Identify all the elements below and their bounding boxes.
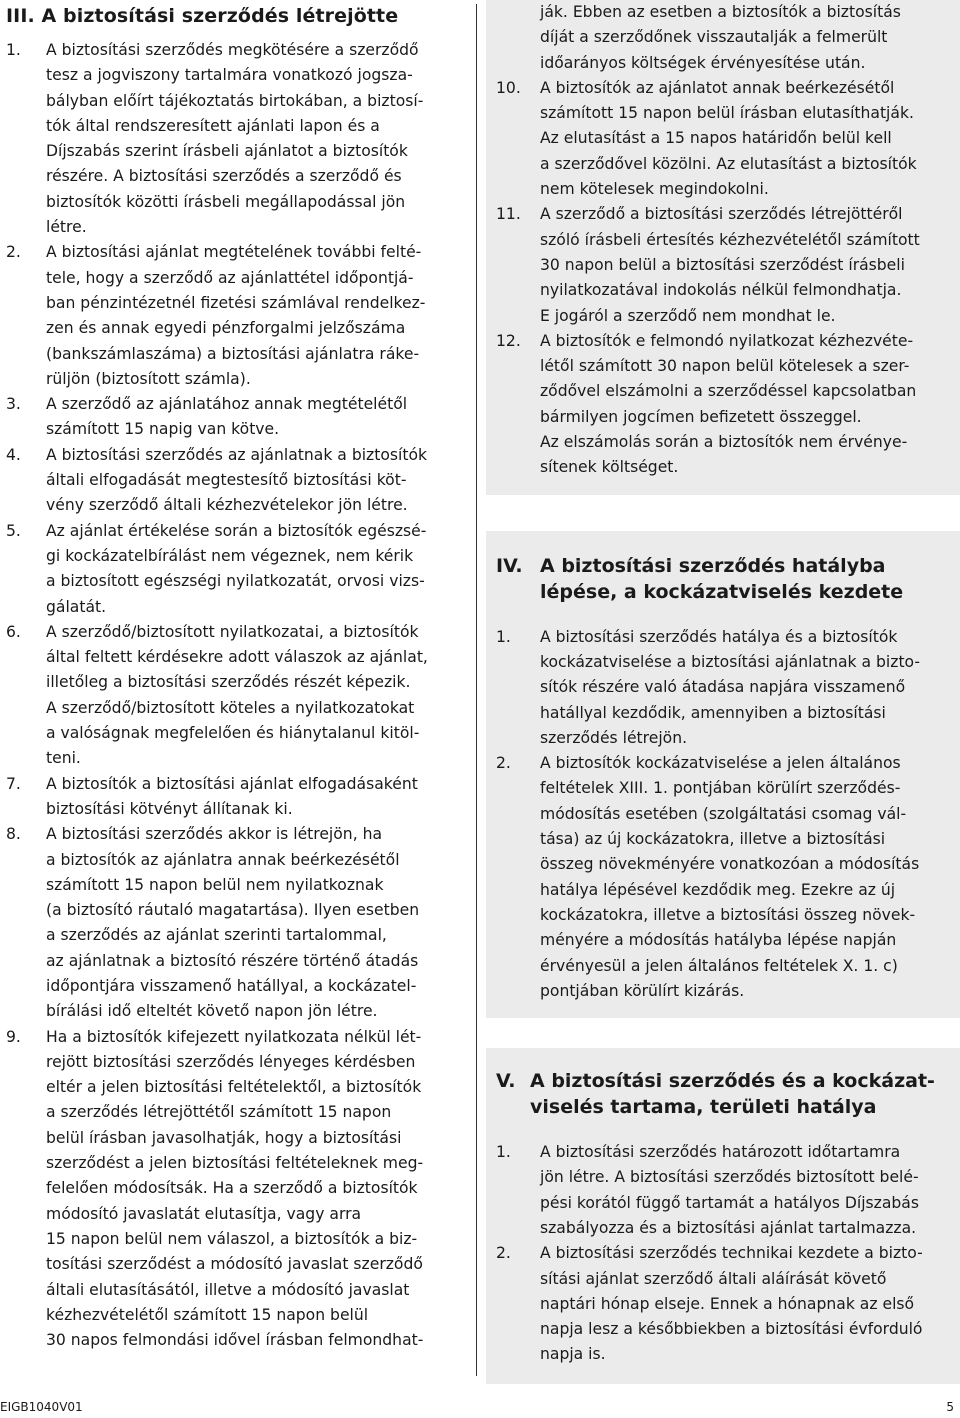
text-line: E jogáról a szerződő nem mondhat le. — [540, 306, 836, 325]
text-line: a biztosítók az ajánlatra annak beérkezésétől — [46, 850, 400, 869]
text-line: számított 15 napon belül nem nyilatkoznak — [46, 875, 384, 894]
text-line: 30 napon belül a biztosítási szerződést írásbeli — [540, 255, 905, 274]
text-line: 15 napon belül nem válaszol, a biztosítók a biz- — [46, 1229, 418, 1248]
text-line: tesz a jogviszony tartalmára vonatkozó jogsza- — [46, 66, 413, 85]
item-text — [46, 1025, 466, 1354]
text-line: tása) az új kockázatokra, illetve a biztosítási — [540, 830, 886, 849]
section-title-line-2: viselés tartama, területi hatálya — [530, 1096, 877, 1119]
section-number-v: V. — [496, 1070, 516, 1093]
text-line: feltételek XIII. 1. pontjában körülírt szerződés- — [540, 779, 901, 798]
item-text — [540, 76, 954, 202]
text-line: az ajánlatnak a biztosító részére történő átadás — [46, 951, 419, 970]
text-line: a valóságnak megfelelően és hiánytalanul kitöl- — [46, 724, 420, 743]
section-number-iv: IV. — [496, 554, 523, 577]
text-line: A biztosítók e felmondó nyilatkozat kézhezvéte- — [540, 331, 914, 350]
section-iv-block — [486, 531, 960, 1018]
text-line: pontjában körülírt kizárás. — [540, 981, 745, 1000]
text-line: tók által rendszeresített ajánlati lapon és a — [46, 116, 380, 135]
right-column — [486, 0, 960, 1418]
list-item — [6, 240, 466, 392]
text-line: A biztosítási szerződés technikai kezdete a bizto- — [540, 1244, 923, 1263]
text-line: A szerződő a biztosítási szerződés létrejöttéről — [540, 205, 903, 224]
text-line: pési korától függő tartamát a hatályos Díjszabás — [540, 1193, 919, 1212]
section-title-line-1: A biztosítási szerződés hatályba — [540, 554, 886, 577]
page-number: 5 — [946, 1400, 954, 1414]
text-line: időarányos költségek érvényesítése után. — [540, 53, 866, 72]
item-number: 7. — [6, 774, 21, 793]
text-line: bályban előírt tájékoztatás birtokában, a biztosí- — [46, 91, 424, 110]
text-line: létől számított 30 napon belül kötelesek a szer- — [540, 357, 910, 376]
item-number: 8. — [6, 825, 21, 844]
text-line: biztosítási kötvényt állítanak ki. — [46, 799, 293, 818]
text-line: eltér a jelen biztosítási feltételektől, a biztosítók — [46, 1078, 422, 1097]
text-line: A biztosítási szerződés határozott időtartamra — [540, 1143, 901, 1162]
list-item — [496, 76, 954, 202]
text-line: zen és annak egyedi pénzforgalmi jelzőszáma — [46, 319, 406, 338]
item-text — [540, 625, 954, 751]
list-item — [496, 202, 954, 328]
text-line: naptári hónap elseje. Ennek a hónapnak az első — [540, 1294, 915, 1313]
item-number: 6. — [6, 622, 21, 641]
text-line: részére. A biztosítási szerződés a szerződő és — [46, 167, 402, 186]
text-line: által feltett kérdésekre adott válaszok az ajánlat, — [46, 648, 428, 667]
text-line: sítási ajánlat szerződő általi aláírását követő — [540, 1269, 887, 1288]
text-line: szerződést a jelen biztosítási feltételeknek meg- — [46, 1154, 424, 1173]
item-text — [46, 772, 466, 823]
text-line: nem kötelesek megindokolni. — [540, 180, 769, 199]
text-line: ződővel elszámolni a szerződéssel kapcsolatban — [540, 382, 917, 401]
text-line: ban pénzintézetnél fizetési számlával rendelkez- — [46, 293, 426, 312]
text-line: felelően módosítsák. Ha a szerződő a biztosítók — [46, 1179, 418, 1198]
text-line: díját a szerződőnek visszautalják a felmerült — [540, 28, 888, 47]
text-line: gi kockázatelbírálást nem végeznek, nem kérik — [46, 546, 414, 565]
item-number: 5. — [6, 521, 21, 540]
item-text — [46, 620, 466, 772]
section-title-line-2: lépése, a kockázatviselés kezdete — [540, 580, 904, 603]
column-divider — [476, 4, 477, 1376]
text-line: (bankszámlaszáma) a biztosítási ajánlatra ráke- — [46, 344, 420, 363]
text-line: A szerződő az ajánlatához annak megtételétől — [46, 395, 408, 414]
text-line: A biztosítási szerződés megkötésére a szerződő — [46, 41, 419, 59]
item-text — [540, 0, 954, 76]
continued-block — [486, 0, 960, 495]
text-line: A biztosítók az ajánlatot annak beérkezésétől — [540, 78, 895, 97]
text-line: napja lesz a későbbiekben a biztosítási évforduló — [540, 1320, 923, 1339]
text-line: a biztosított egészségi nyilatkozatát, orvosi vizs- — [46, 572, 425, 591]
text-line: bírálási idő elteltét követő napon jön létre. — [46, 1002, 378, 1021]
text-line: A biztosítási szerződés hatálya és a biztosítók — [540, 627, 898, 646]
list-item — [496, 329, 954, 481]
text-line: 30 napos felmondási idővel írásban felmondhat- — [46, 1331, 424, 1350]
section-title-line-1: A biztosítási szerződés és a kockázat- — [530, 1070, 935, 1093]
text-line: számított 15 napon belül írásban elutasíthatják. — [540, 104, 914, 123]
text-line: A biztosítási szerződés az ajánlatnak a biztosítók — [46, 445, 428, 464]
item-text — [540, 1241, 954, 1367]
section-title-v — [496, 1068, 954, 1120]
text-line: rüljön (biztosított számla). — [46, 369, 251, 388]
item-number: 1. — [6, 41, 21, 59]
list-item — [6, 392, 466, 443]
text-line: módosítás esetében (szolgáltatási csomag vál- — [540, 804, 907, 823]
text-line: tele, hogy a szerződő az ajánlattétel időpontjá- — [46, 268, 414, 287]
item-number: 2. — [496, 1244, 511, 1263]
text-line: napja is. — [540, 1345, 606, 1364]
list-item — [6, 772, 466, 823]
block3-items-list — [496, 1140, 954, 1368]
text-line: Ha a biztosítók kifejezett nyilatkozata nélkül lét- — [46, 1027, 422, 1046]
text-line: kockázatviselése a biztosítási ajánlatnak a bizto- — [540, 652, 921, 671]
text-line: kockázatokra, illetve a biztosítási összeg növek- — [540, 905, 916, 924]
text-line: Az elutasítást a 15 napos határidőn belül kell — [540, 129, 892, 148]
text-line: sítenek költséget. — [540, 458, 679, 477]
item-number: 2. — [6, 243, 21, 262]
text-line: összeg növekményére vonatkozóan a módosítás — [540, 855, 920, 874]
text-line: általi elfogadását megtestesítő biztosítási köt- — [46, 471, 407, 490]
list-item — [496, 751, 954, 1004]
text-line: Az ajánlat értékelése során a biztosítók egészsé- — [46, 521, 427, 540]
list-item — [6, 443, 466, 519]
list-item — [6, 822, 466, 1024]
text-line: A szerződő/biztosított nyilatkozatai, a biztosítók — [46, 622, 419, 641]
list-item — [6, 620, 466, 772]
text-line: számított 15 napig van kötve. — [46, 420, 280, 439]
text-line: hatállyal kezdődik, amennyiben a biztosítási — [540, 703, 886, 722]
item-text — [46, 38, 466, 240]
text-line: létre. — [46, 218, 87, 237]
text-line: általi elutasításától, illetve a módosító javaslat — [46, 1280, 410, 1299]
list-item — [6, 38, 466, 240]
text-line: illetőleg a biztosítási szerződés részét képezik. — [46, 673, 411, 692]
text-line: vény szerződő általi kézhezvételekor jön létre. — [46, 496, 408, 515]
text-line: a szerződés az ajánlat szerinti tartalommal, — [46, 926, 387, 945]
text-line: ményére a módosítás hatályba lépése napján — [540, 931, 897, 950]
list-item — [496, 625, 954, 751]
left-items-list — [6, 38, 466, 1353]
text-line: Díjszabás szerint írásbeli ajánlatot a biztosítók — [46, 142, 408, 161]
text-line: teni. — [46, 749, 81, 768]
text-line: (a biztosító ráutaló magatartása). Ilyen esetben — [46, 901, 420, 920]
item-text — [46, 822, 466, 1024]
document-code: EIGB1040V01 — [0, 1400, 83, 1414]
text-line: rejött biztosítási szerződés lényeges kérdésben — [46, 1052, 416, 1071]
text-line: belül írásban javasolhatják, hogy a biztosítási — [46, 1128, 402, 1147]
item-text — [540, 1140, 954, 1241]
block2-items-list — [496, 625, 954, 1004]
item-number: 2. — [496, 754, 511, 773]
list-item — [496, 1241, 954, 1367]
text-line: szerződés létrejön. — [540, 728, 688, 747]
text-line: A biztosítók a biztosítási ajánlat elfogadásaként — [46, 774, 418, 793]
item-number: 12. — [496, 331, 521, 350]
text-line: kézhezvételétől számított 15 napon belül — [46, 1305, 369, 1324]
item-text — [540, 751, 954, 1004]
item-text — [46, 392, 466, 443]
text-line: érvényesül a jelen általános feltételek X. 1. c) — [540, 956, 898, 975]
text-line: A biztosítási szerződés akkor is létrejön, ha — [46, 825, 383, 844]
text-line: Az elszámolás során a biztosítók nem érvénye- — [540, 433, 908, 452]
item-number: 11. — [496, 205, 521, 224]
list-item — [6, 1025, 466, 1354]
block1-items-list — [496, 0, 954, 481]
text-line: sítók részére való átadása napjára visszamenő — [540, 678, 906, 697]
text-line: a szerződés létrejöttétől számított 15 napon — [46, 1103, 392, 1122]
section-title-iv — [496, 553, 954, 605]
item-number: 1. — [496, 1143, 511, 1162]
list-item — [496, 1140, 954, 1241]
text-line: bármilyen jogcímen befizetett összeggel. — [540, 407, 862, 426]
text-line: időpontjára visszamenő hatállyal, a kockázatel- — [46, 976, 417, 995]
text-line: módosító javaslatát elutasítja, vagy arra — [46, 1204, 362, 1223]
text-line: nyilatkozatával indokolás nélkül felmondhatja. — [540, 281, 902, 300]
text-line: A biztosítási ajánlat megtételének további felté- — [46, 243, 422, 262]
left-column — [6, 0, 466, 1353]
item-number: 9. — [6, 1027, 21, 1046]
text-line: A biztosítók kockázatviselése a jelen általános — [540, 754, 901, 773]
item-number: 1. — [496, 627, 511, 646]
text-line: jön létre. A biztosítási szerződés biztosított belé- — [540, 1168, 919, 1187]
text-line: a szerződővel közölni. Az elutasítást a biztosítók — [540, 154, 917, 173]
section-v-block — [486, 1048, 960, 1384]
item-number: 4. — [6, 445, 21, 464]
text-line: biztosítók közötti írásbeli megállapodással jön — [46, 192, 406, 211]
section-title-iii: III. A biztosítási szerződés létrejötte — [6, 5, 399, 27]
item-number: 10. — [496, 78, 521, 97]
item-text — [540, 329, 954, 481]
text-line: szabályozza és a biztosítási ajánlat tartalmazza. — [540, 1218, 917, 1237]
item-number: 3. — [6, 395, 21, 414]
text-line: tosítási szerződést a módosító javaslat szerződő — [46, 1255, 423, 1274]
text-line: A szerződő/biztosított köteles a nyilatkozatokat — [46, 698, 415, 717]
text-line: gálatát. — [46, 597, 107, 616]
text-line: hatálya lépésével kezdődik meg. Ezekre az új — [540, 880, 896, 899]
text-line: ják. Ebben az esetben a biztosítók a biztosítás — [540, 3, 901, 21]
list-item — [496, 0, 954, 76]
text-line: szóló írásbeli értesítés kézhezvételétől számított — [540, 230, 920, 249]
list-item — [6, 519, 466, 620]
item-text — [46, 519, 466, 620]
item-text — [46, 443, 466, 519]
item-text — [46, 240, 466, 392]
item-text — [540, 202, 954, 328]
